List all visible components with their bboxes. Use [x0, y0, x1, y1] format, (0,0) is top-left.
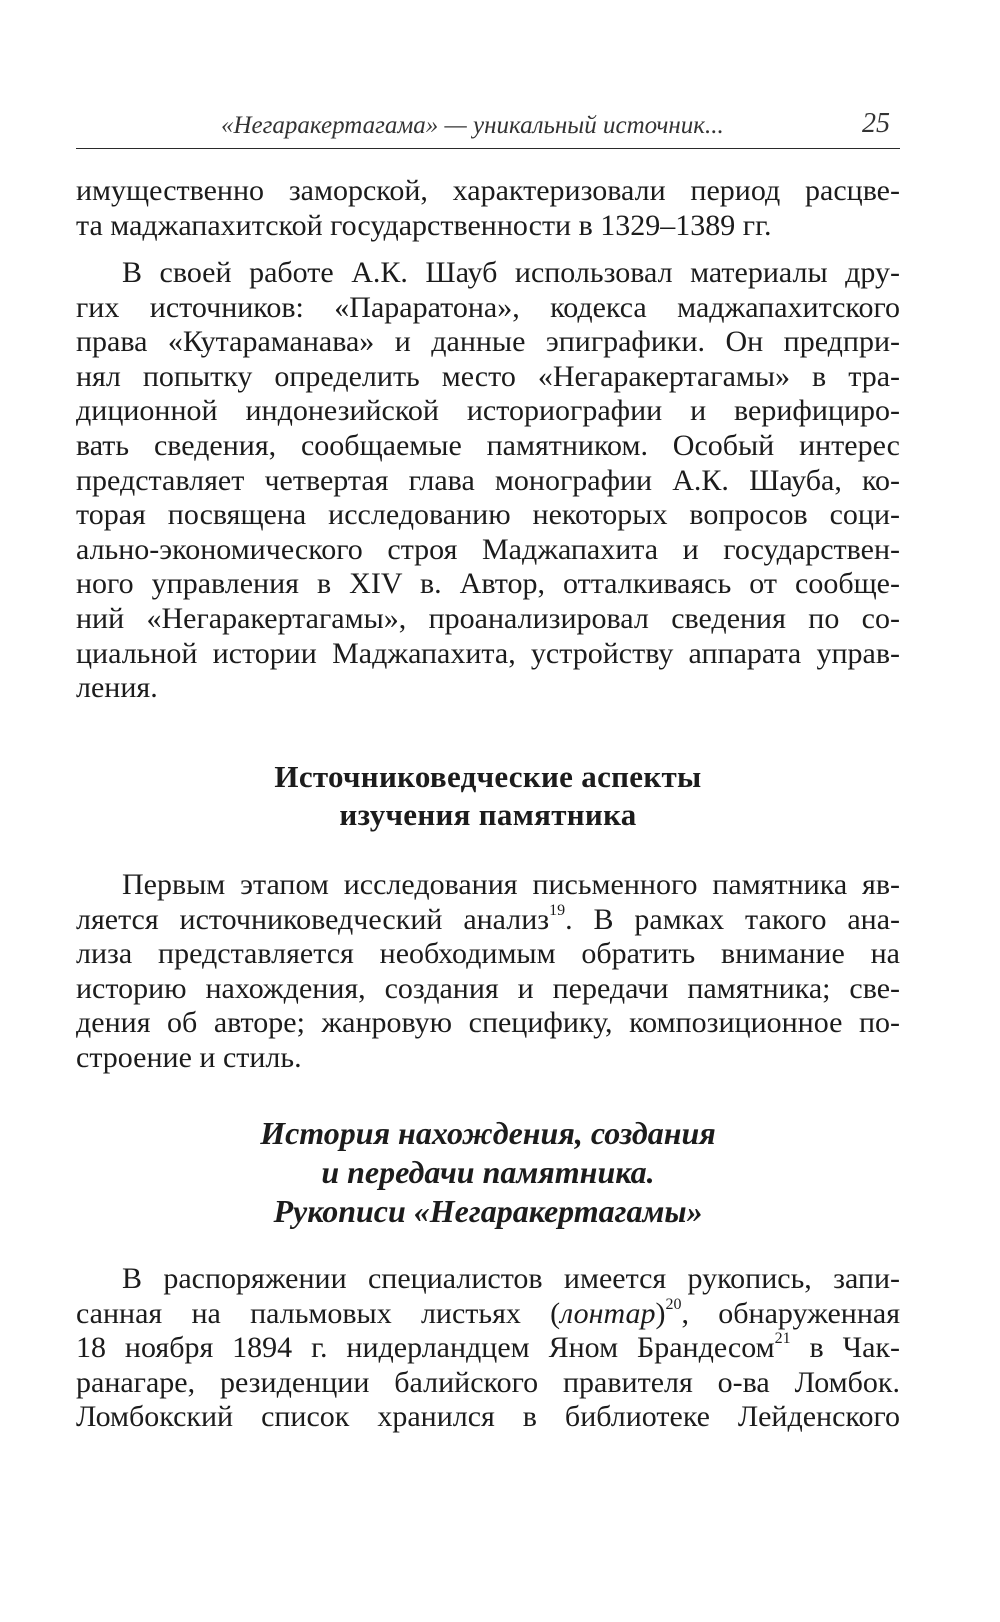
paragraph-2 — [76, 256, 900, 706]
subsection-heading — [76, 1114, 900, 1231]
heading-line: История нахождения, создания — [260, 1115, 716, 1151]
text-line: вать сведения, сообщаемые памятником. Особый интерес — [76, 428, 900, 462]
footnote-ref[interactable]: 19 — [549, 901, 566, 919]
text-line: диционной индонезийской историографии и верифициро- — [76, 394, 900, 428]
text-line: 18 ноября 1894 г. нидерландцем Яном Брандесом$^{21}$ в Чак- — [76, 1330, 900, 1365]
heading-line: Источниковедческие аспекты — [274, 759, 702, 794]
heading-line: Рукописи «Негаракертагамы» — [273, 1193, 703, 1229]
text-line: представляет четвертая глава монографии А.К. Шауба, ко- — [76, 463, 900, 497]
text-line: лиза представляется необходимым обратить внимание на — [76, 937, 900, 971]
text-line: ления. — [76, 671, 158, 705]
page-number: 25 — [862, 108, 890, 139]
text-line: историю нахождения, создания и передачи памятника; све- — [76, 971, 900, 1005]
text-line: ранагаре, резиденции балийского правителя о-ва Ломбок. — [76, 1365, 900, 1399]
text-line: ляется источниковедческий анализ$^{19}$. В рамках такого ана- — [76, 901, 901, 936]
footnote-ref[interactable]: 21 — [774, 1330, 791, 1348]
text-line: В распоряжении специалистов имеется рукопись, запи- — [122, 1262, 900, 1295]
running-title: «Негаракертагама» — уникальный источник... — [221, 112, 724, 139]
text-line: нял попытку определить место «Негаракертагамы» в тра- — [76, 359, 900, 393]
heading-line: и передачи памятника. — [321, 1154, 655, 1190]
section-heading — [76, 758, 900, 834]
text-line: циальной истории Маджапахита, устройству аппарата управ- — [76, 636, 900, 670]
text-line: имущественно заморской, характеризовали период расцве- — [76, 174, 900, 207]
text-line: права «Кутараманава» и данные эпиграфики. Он предпри- — [76, 325, 900, 359]
text-line: В своей работе А.К. Шауб использовал материалы дру- — [122, 256, 900, 289]
paragraph-4 — [76, 1262, 900, 1435]
text-line: строение и стиль. — [76, 1040, 302, 1074]
page-header — [76, 106, 900, 149]
paragraph-3 — [76, 868, 900, 1076]
text-line: ально-экономического строя Маджапахита и государствен- — [76, 532, 900, 566]
text-line: торая посвящена исследованию некоторых вопросов соци- — [76, 498, 900, 532]
text-line: та маджапахитской государственности в 1329–1389 гг. — [76, 208, 772, 242]
text-line: ного управления в XIV в. Автор, отталкиваясь от сообще- — [76, 567, 900, 601]
text-line: санная на пальмовых листьях (лонтар)$^{20}$, обнаруженная — [76, 1295, 901, 1330]
text-line: гих источников: «Параратона», кодекса маджапахитского — [76, 290, 900, 324]
paragraph-1 — [76, 174, 900, 243]
text-line: ний «Негаракертагамы», проанализировал сведения по со- — [76, 601, 900, 635]
text-line: Первым этапом исследования письменного памятника яв- — [122, 868, 900, 901]
heading-line: изучения памятника — [339, 797, 637, 832]
text-line: дения об авторе; жанровую специфику, композиционное по- — [76, 1006, 900, 1040]
text-line: Ломбокский список хранился в библиотеке Лейденского — [76, 1400, 900, 1434]
footnote-ref[interactable]: 20 — [665, 1295, 682, 1313]
